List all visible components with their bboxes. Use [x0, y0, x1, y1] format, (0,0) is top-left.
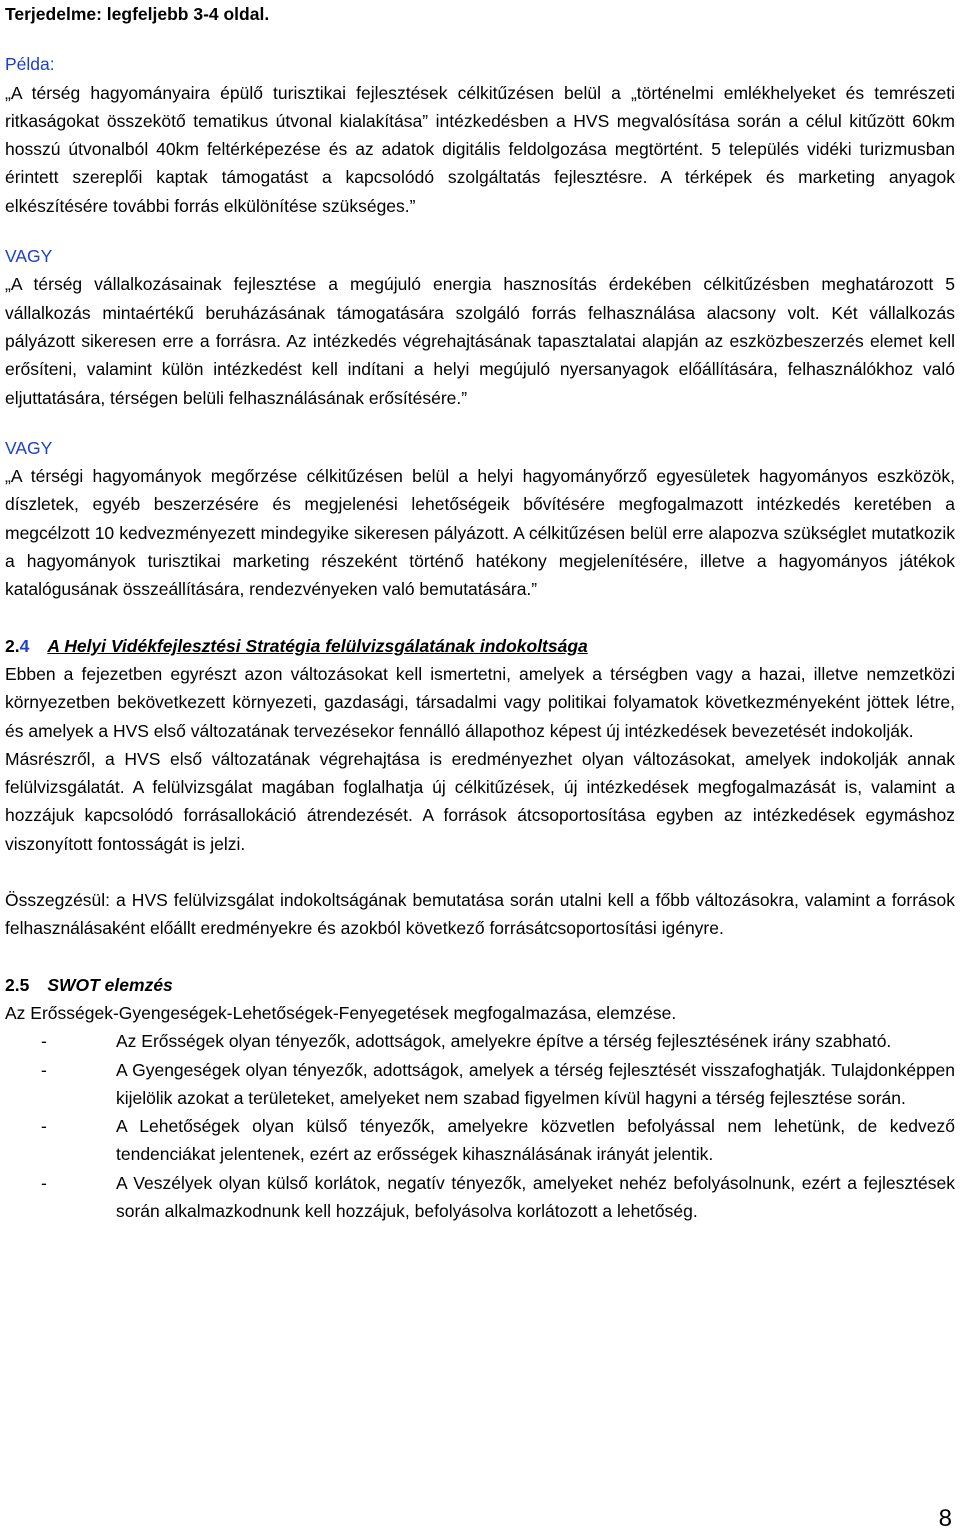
swot-list [5, 1027, 955, 1225]
bullet-dash: - [41, 1059, 47, 1080]
section-title: SWOT elemzés [47, 974, 173, 995]
section-2-5-intro: Az Erősségek-Gyengeségek-Lehetőségek-Fenyegetések megfogalmazása, elemzése. [5, 1002, 677, 1023]
section-title: A Helyi Vidékfejlesztési Stratégia felülvizsgálatának indokoltsága [47, 635, 588, 656]
list-item-text: A Lehetőségek olyan külső tényezők, amelyekre közvetlen befolyással nem lehetünk, de kedvező tendenciákat jelentenek, ezért az erősségek kihasználásának irányát jelentik. [116, 1116, 955, 1165]
section-heading-2-4 [5, 632, 955, 660]
spacer [5, 412, 955, 434]
section-2-4-paragraph-2: Másrészről, a HVS első változatának végrehajtása is eredményezhet olyan változásokat, amelyek indokolják annak felülvizsgálatát. A felülvizsgálat magában foglalhatja új célkitűzések, új intézkedések megfogalmazását is, valamint a hozzájuk kapcsolódó forrásallokáció átrendezését. A források átcsoportosítása egyben az intézkedések egymáshoz viszonyított fontosságát is jelzi. [5, 748, 955, 854]
bullet-dash: - [41, 1116, 47, 1137]
section-2-4-summary: Összegzésül: a HVS felülvizsgálat indokoltságának bemutatása során utalni kell a főbb változásokra, valamint a források felhasználásaként előállt eredményekre és azokból következő forrásátcsoportosítási igényre. [5, 890, 955, 939]
section-heading-2-5 [5, 971, 955, 999]
section-2-4-paragraph-1: Ebben a fejezetben egyrészt azon változásokat kell ismertetni, amelyek a térségben vagy a hazai, illetve nemzetközi környezetben bekövetkezett környezeti, gazdasági, társadalmi vagy politikai folyamatok következményeként jöttek létre, és amelyek a HVS első változatának tervezésekor fennálló állapothoz képest új intézkedések bevezetését indokolják. [5, 663, 955, 741]
spacer [5, 858, 955, 886]
list-item-text: A Veszélyek olyan külső korlátok, negatív tényezők, amelyeket nehéz befolyásolnunk, ezért a fejlesztések során alkalmazkodnunk kell hozzájuk, befolyásolva korlátozott a lehetőség. [116, 1172, 955, 1221]
spacer [5, 28, 955, 50]
length-note: Terjedelme: legfeljebb 3-4 oldal. [5, 4, 270, 24]
list-item [5, 1169, 955, 1226]
section-number-part: 4 [19, 635, 30, 656]
example-paragraph-3: „A térségi hagyományok megőrzése célkitűzésen belül a helyi hagyományőrző egyesületek hagyományos eszközök, díszletek, egyéb beszerzésére és megjelenési lehetőségeik bővítésére megfogalmazott intézkedés keretében a megcélzott 10 kedvezményezett mindegyike sikeresen pályázott. A célkitűzésen belül erre alapozva szükséglet mutatkozik a hagyományok turisztikai marketing részeként történő hatékony megjelenítésére, illetve a hagyományos játékok katalógusának összeállítására, rendezvényeken való bemutatására.” [5, 466, 955, 600]
example-paragraph-2: „A térség vállalkozásainak fejlesztése a megújuló energia hasznosítás érdekében célkitűzésben meghatározott 5 vállalkozás mintaértékű beruházásának támogatására szolgáló forrás felhasználása alacsony volt. Két vállalkozás pályázott sikeresen erre a forrásra. Az intézkedés végrehajtásának tapasztalatai alapján az eszközbeszerzés elemet kell erősíteni, valamint külön intézkedést kell indítani a helyi megújuló nyersanyagok előállítására, felhasználókhoz való eljuttatására, térségen belüli felhasználásának erősítésére.” [5, 274, 955, 408]
section-number-part: 2. [5, 635, 20, 656]
spacer [5, 220, 955, 242]
example-paragraph-1: „A térség hagyományaira épülő turisztikai fejlesztések célkitűzésen belül a „történelmi emlékhelyeket és temrészeti ritkaságokat összekötő tematikus útvonal kialakítása” intézkedésben a HVS megvalósítása során a célul kitűzött 60km hosszú útvonalból 40km feltérképezése és az adatok digitális feldolgozása megtörtént. 5 település vidéki turizmusban érintett szereplői kaptak támogatást a kapcsolódó szolgáltatás fejlesztésre. A térképek és marketing anyagok elkészítésére további forrás elkülönítése szükséges.” [5, 82, 955, 216]
list-item [5, 1112, 955, 1169]
section-number: 2.5 [5, 974, 30, 995]
list-item [5, 1056, 955, 1113]
example-label: Példa: [5, 54, 55, 75]
bullet-dash: - [41, 1172, 47, 1193]
spacer [5, 604, 955, 632]
bullet-dash: - [41, 1031, 47, 1052]
or-separator-2: VAGY [5, 437, 53, 458]
document-page [5, 0, 955, 1225]
list-item [5, 1027, 955, 1055]
or-separator-1: VAGY [5, 246, 53, 267]
list-item-text: A Gyengeségek olyan tényezők, adottságok, amelyek a térség fejlesztését visszafoghatják. Tulajdonképpen kijelölik azokat a területeket, amelyeket nem szabad figyelmen kívül hagyni a térség fejlesztése során. [116, 1059, 955, 1108]
page-number: 8 [938, 1505, 952, 1532]
list-item-text: Az Erősségek olyan tényezők, adottságok, amelyekre építve a térség fejlesztésének irány szabható. [116, 1031, 892, 1052]
spacer [5, 943, 955, 971]
